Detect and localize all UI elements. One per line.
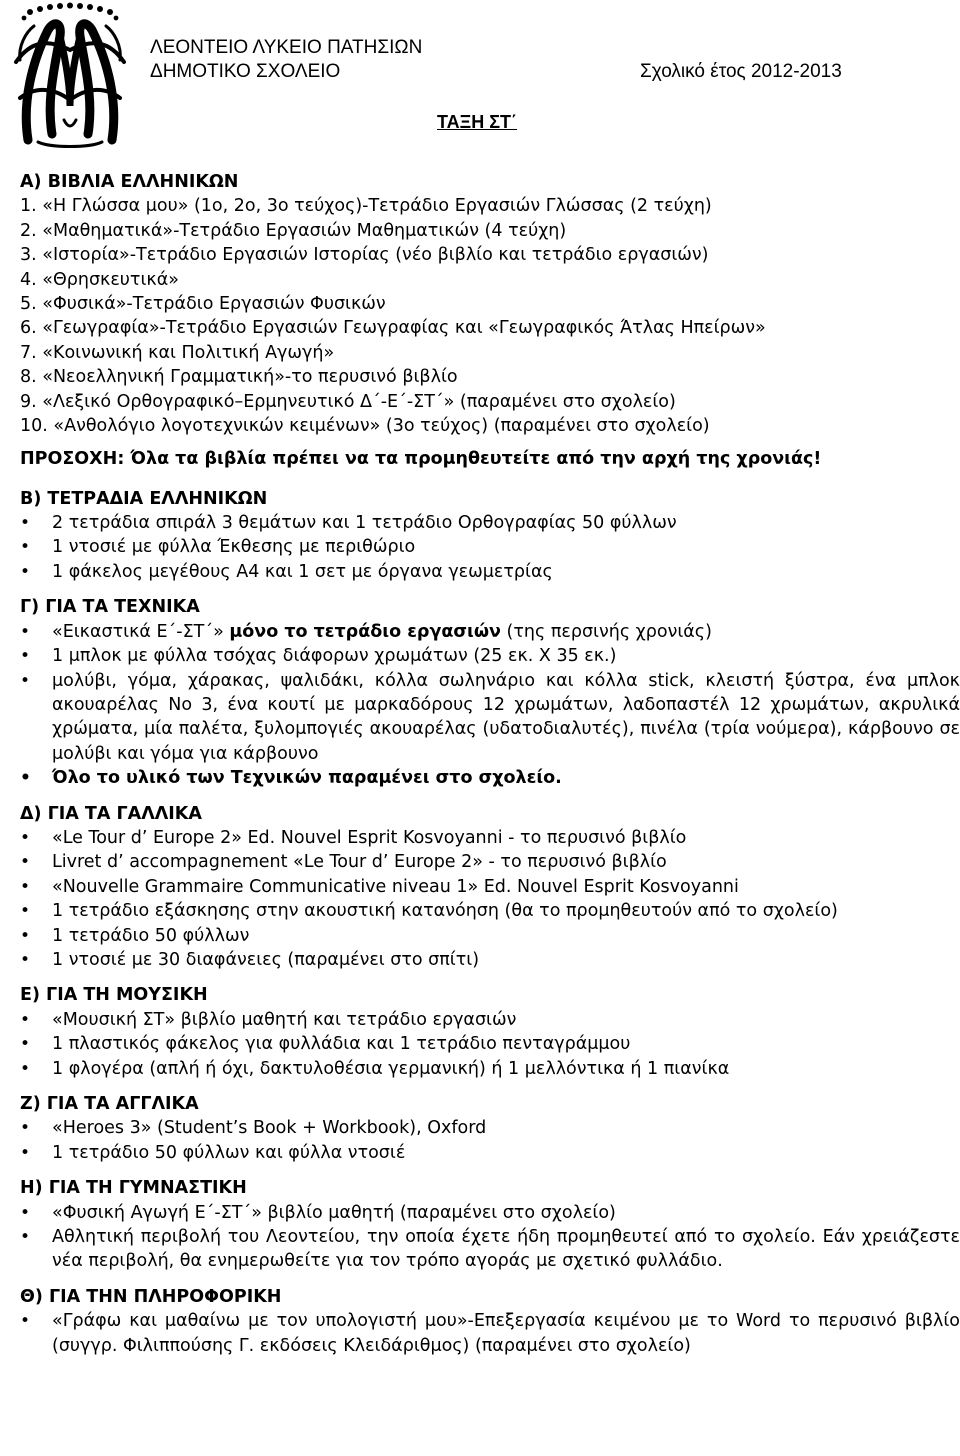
- list-item: 4. «Θρησκευτικά»: [20, 269, 179, 290]
- list-item: • 1 τετράδιο 50 φύλλων και φύλλα ντοσιέ: [20, 1141, 960, 1165]
- section-heading-gym: Η) ΓΙΑ ΤΗ ΓΥΜΝΑΣΤΙΚΗ: [20, 1178, 247, 1199]
- list-item: 6. «Γεωγραφία»-Τετράδιο Εργασιών Γεωγραφίας και «Γεωγραφικός Άτλας Ηπείρων»: [20, 318, 766, 339]
- greek-notebooks-list: [20, 511, 960, 584]
- list-item: 10. «Ανθολόγιο λογοτεχνικών κειμένων» (3ο τεύχος) (παραμένει στο σχολείο): [20, 415, 710, 436]
- list-item: • 1 φάκελος μεγέθους Α4 και 1 σετ με όργανα γεωμετρίας: [20, 560, 960, 584]
- section-heading-english: Ζ) ΓΙΑ ΤΑ ΑΓΓΛΙΚΑ: [20, 1093, 199, 1114]
- list-item: [20, 620, 960, 644]
- list-item: • Όλο το υλικό των Τεχνικών παραμένει στο σχολείο.: [20, 766, 960, 790]
- department-name: ΔΗΜΟΤΙΚΟ ΣΧΟΛΕΙΟ: [150, 61, 341, 82]
- list-item: • «Φυσική Αγωγή Ε΄-ΣΤ΄» βιβλίο μαθητή (παραμένει στο σχολείο): [20, 1201, 960, 1225]
- class-title: ΤΑΞΗ ΣΤ΄: [437, 112, 518, 132]
- art-list: [20, 620, 960, 791]
- section-heading-greek-notebooks: Β) ΤΕΤΡΑΔΙΑ ΕΛΛΗΝΙΚΩΝ: [20, 488, 268, 509]
- section-heading-art: Γ) ΓΙΑ ΤΑ ΤΕΧΝΙΚΑ: [20, 597, 200, 618]
- list-item: • 1 τετράδιο 50 φύλλων: [20, 924, 960, 948]
- list-item: • «Nouvelle Grammaire Communicative niveau 1» Ed. Nouvel Esprit Kosvoyanni: [20, 875, 960, 899]
- music-list: [20, 1008, 960, 1081]
- list-item: • 2 τετράδια σπιράλ 3 θεμάτων και 1 τετράδιο Ορθογραφίας 50 φύλλων: [20, 511, 960, 535]
- section-heading-computing: Θ) ΓΙΑ ΤΗΝ ΠΛΗΡΟΦΟΡΙΚΗ: [20, 1286, 282, 1307]
- list-item: • «Γράφω και μαθαίνω με τον υπολογιστή μου»-Επεξεργασία κειμένου με το Word το περυσινό βιβλίο (συγγρ. Φιλιππούσης Γ. εκδόσεις Κλειδάριθμος) (παραμένει στο σχολείο): [20, 1309, 960, 1358]
- list-item: • «Heroes 3» (Student’s Book + Workbook), Oxford: [20, 1116, 960, 1140]
- list-item: • «Le Tour d’ Europe 2» Ed. Nouvel Esprit Kosvoyanni - το περυσινό βιβλίο: [20, 826, 960, 850]
- art-item-text: (της περσινής χρονιάς): [500, 621, 712, 642]
- list-item: • 1 τετράδιο εξάσκησης στην ακουστική κατανόηση (θα το προμηθευτούν από το σχολείο): [20, 899, 960, 923]
- art-item-emphasis: μόνο το τετράδιο εργασιών: [229, 621, 501, 642]
- english-list: [20, 1116, 960, 1165]
- gym-list: [20, 1201, 960, 1274]
- section-heading-greek-books: Α) ΒΙΒΛΙΑ ΕΛΛΗΝΙΚΩΝ: [20, 172, 239, 192]
- list-item: 1. «Η Γλώσσα μου» (1ο, 2ο, 3ο τεύχος)-Τετράδιο Εργασιών Γλώσσας (2 τεύχη): [20, 196, 712, 217]
- list-item: • Livret d’ accompagnement «Le Tour d’ Europe 2» - το περυσινό βιβλίο: [20, 850, 960, 874]
- document-body: [20, 170, 960, 1369]
- list-item: 9. «Λεξικό Ορθογραφικό–Ερμηνευτικό Δ΄-Ε΄-ΣΤ΄» (παραμένει στο σχολείο): [20, 391, 676, 412]
- computing-list: [20, 1309, 960, 1358]
- section-heading-french: Δ) ΓΙΑ ΤΑ ΓΑΛΛΙΚΑ: [20, 803, 202, 824]
- section-heading-music: Ε) ΓΙΑ ΤΗ ΜΟΥΣΙΚΗ: [20, 985, 208, 1006]
- art-item-text: «Εικαστικά Ε΄-ΣΤ΄»: [52, 621, 230, 642]
- list-item: • 1 φλογέρα (απλή ή όχι, δακτυλοθέσια γερμανική) ή 1 μελλόντικα ή 1 πιανίκα: [20, 1057, 960, 1081]
- list-item: • 1 ντοσιέ με 30 διαφάνειες (παραμένει στο σπίτι): [20, 948, 960, 972]
- list-item: • 1 μπλοκ με φύλλα τσόχας διάφορων χρωμάτων (25 εκ. Χ 35 εκ.): [20, 644, 960, 668]
- list-item: • 1 ντοσιέ με φύλλα Έκθεσης με περιθώριο: [20, 535, 960, 559]
- list-item: 3. «Ιστορία»-Τετράδιο Εργασιών Ιστορίας (νέο βιβλίο και τετράδιο εργασιών): [20, 245, 709, 266]
- list-item: 8. «Νεοελληνική Γραμματική»-το περυσινό βιβλίο: [20, 367, 458, 388]
- monogram-logo-icon: [8, 2, 136, 150]
- list-item: 7. «Κοινωνική και Πολιτική Αγωγή»: [20, 342, 335, 363]
- books-warning: ΠΡΟΣΟΧΗ: Όλα τα βιβλία πρέπει να τα προμηθευτείτε από την αρχή της χρονιάς!: [20, 449, 822, 470]
- list-item: • «Μουσική ΣΤ» βιβλίο μαθητή και τετράδιο εργασιών: [20, 1008, 960, 1032]
- greek-books-list: [20, 194, 960, 438]
- school-name: ΛΕΟΝΤΕΙΟ ΛΥΚΕΙΟ ΠΑΤΗΣΙΩΝ: [150, 37, 423, 58]
- list-item: • Αθλητική περιβολή του Λεοντείου, την οποία έχετε ήδη προμηθευτεί από το σχολείο. Εάν χρειάζεστε νέα περιβολή, θα ενημερωθείτε για τον τρόπο αγοράς με σχετικό φυλλάδιο.: [20, 1225, 960, 1274]
- french-list: [20, 826, 960, 972]
- list-item: • 1 πλαστικός φάκελος για φυλλάδια και 1 τετράδιο πενταγράμμου: [20, 1032, 960, 1056]
- list-item: 5. «Φυσικά»-Τετράδιο Εργασιών Φυσικών: [20, 293, 386, 314]
- list-item: 2. «Μαθηματικά»-Τετράδιο Εργασιών Μαθηματικών (4 τεύχη): [20, 220, 567, 241]
- list-item: • μολύβι, γόμα, χάρακας, ψαλιδάκι, κόλλα σωληνάριο και κόλλα stick, κλειστή ξύστρα, ένα μπλοκ ακουαρέλας Νο 3, ένα κουτί με μαρκαδόρους 12 χρωμάτων, λαδοπαστέλ 12 χρωμάτων, ακρυλικά χρώματα, μία παλέτα, ξυλομπογιές ακουαρέλας (υδατοδιαλυτές), πινέλα (τρία νούμερα), κάρβουνο σε μολύβι και γόμα για κάρβουνο: [20, 669, 960, 767]
- school-year: Σχολικό έτος 2012-2013: [640, 61, 842, 82]
